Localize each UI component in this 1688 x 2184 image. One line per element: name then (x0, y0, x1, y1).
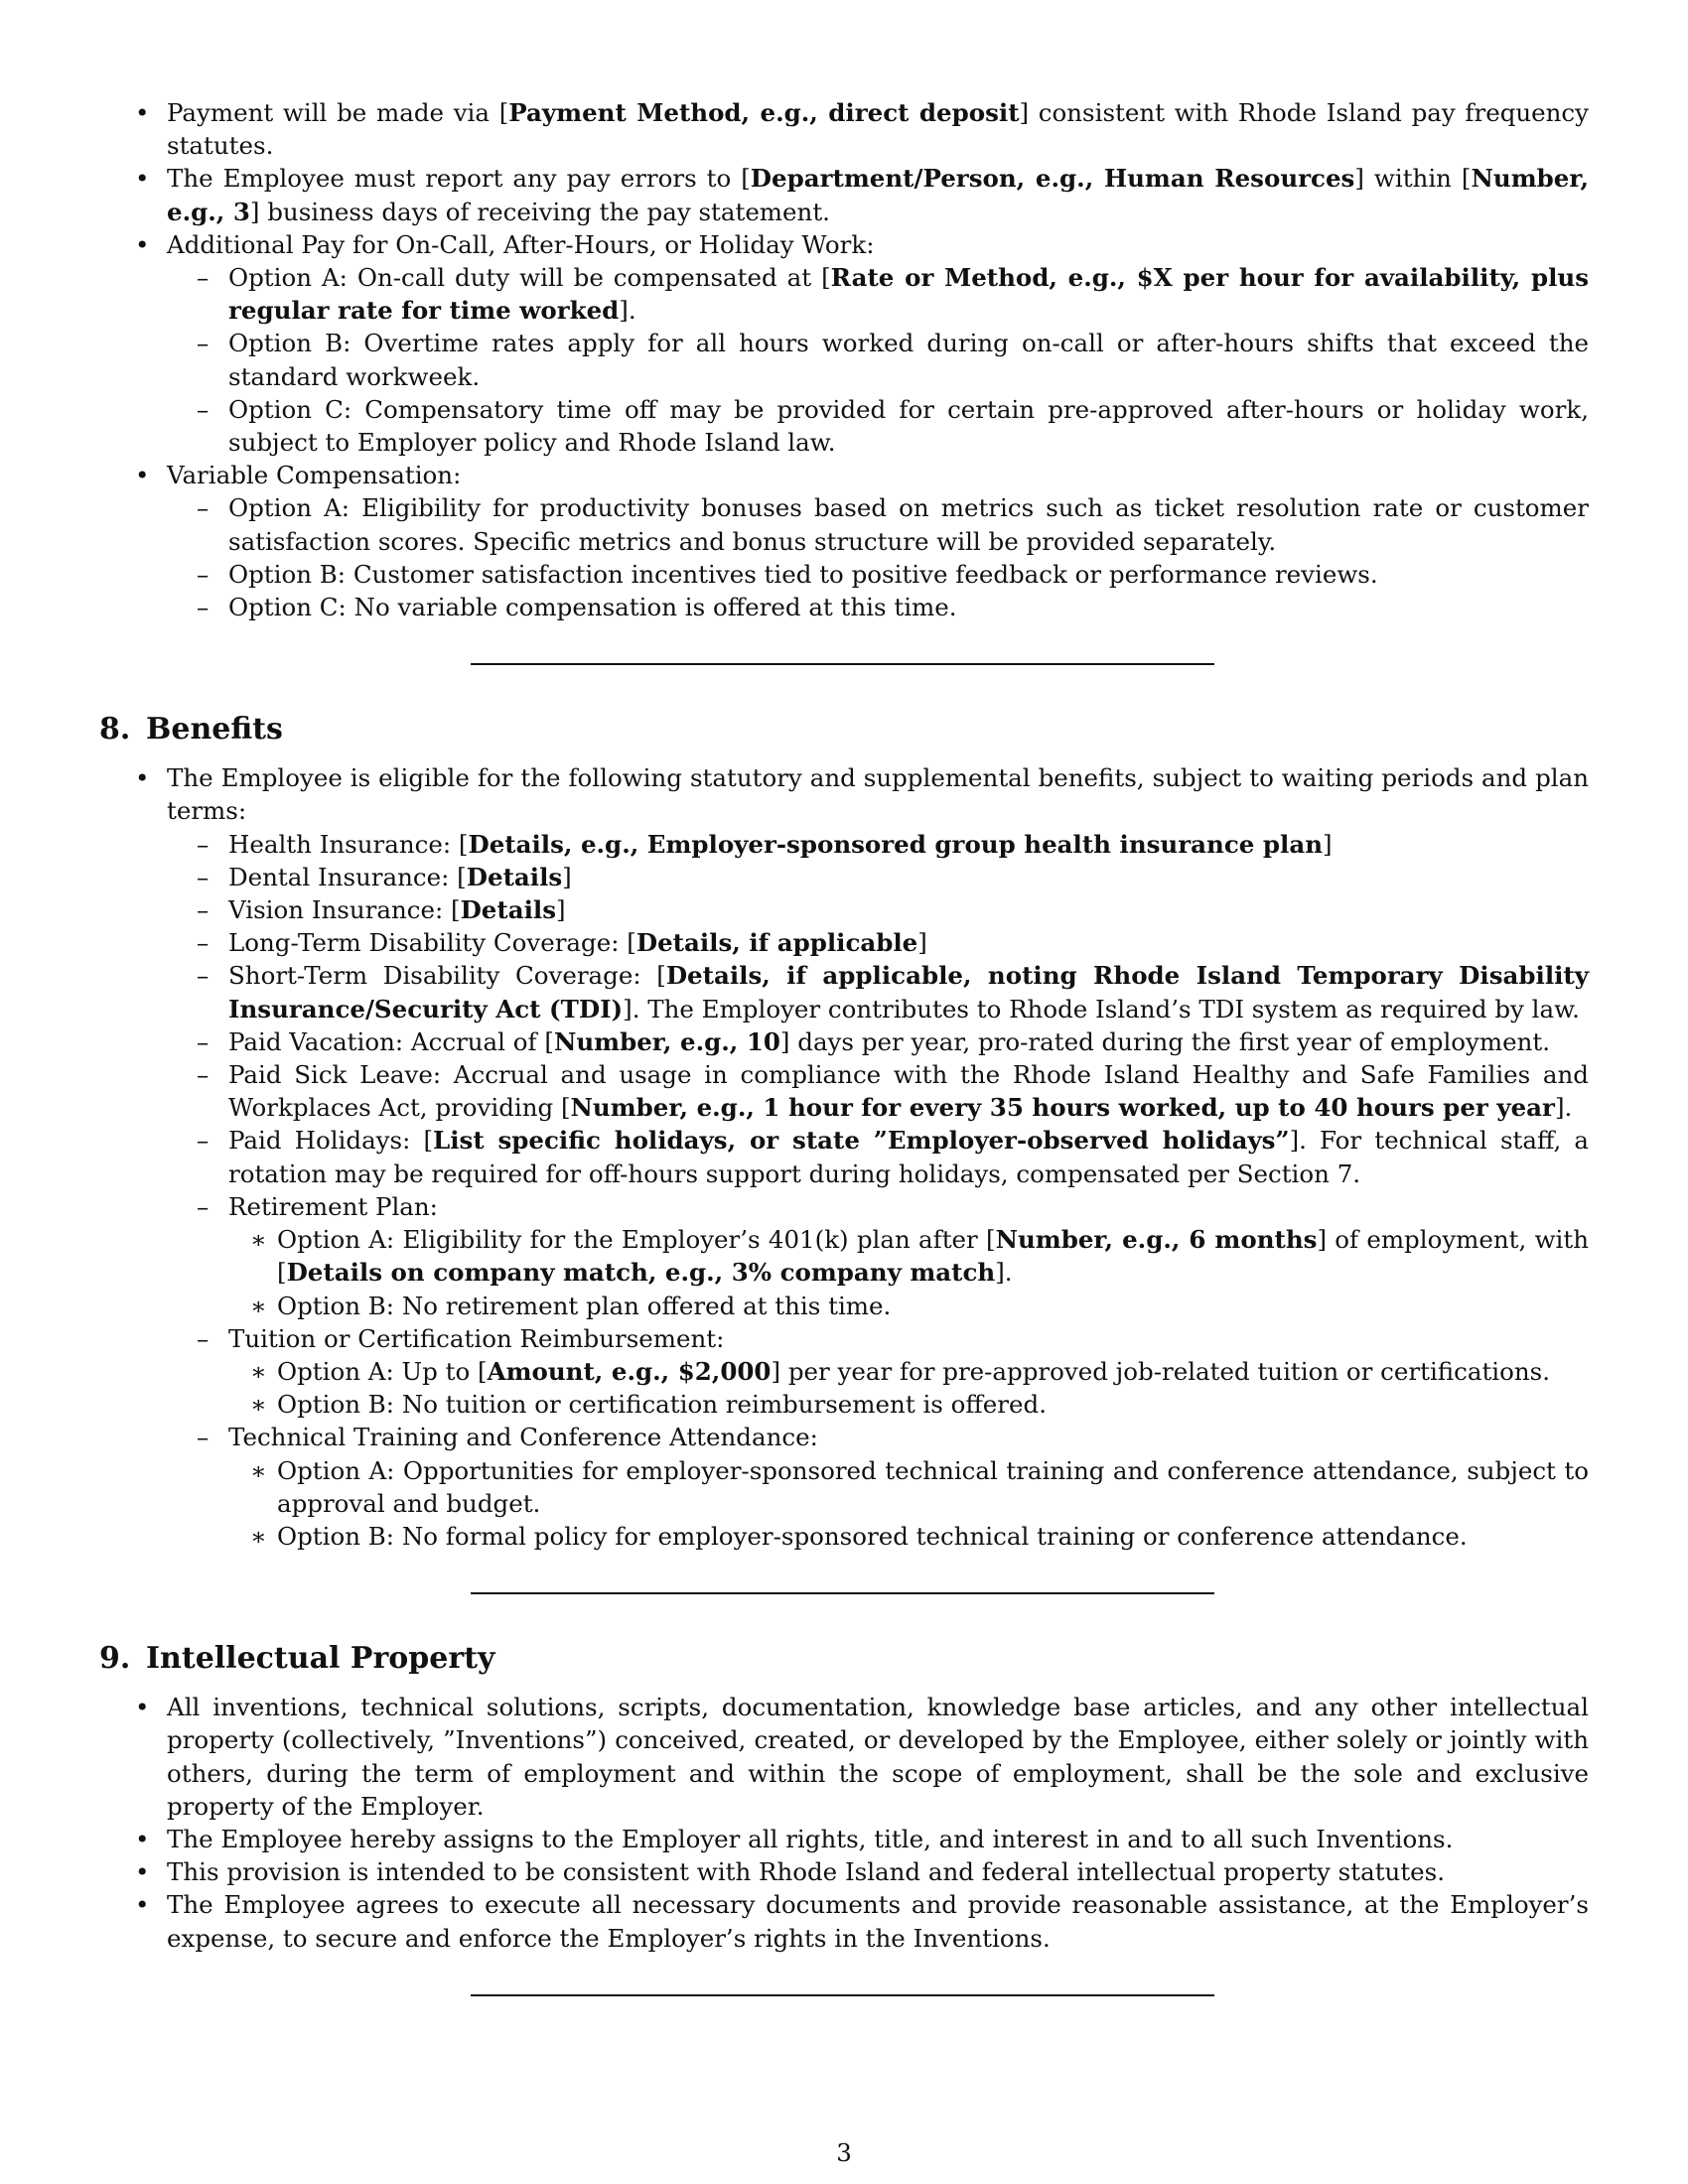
compensation-list (99, 96, 1589, 623)
dash-icon: – (197, 1026, 210, 1056)
list-item: • The Employee agrees to execute all necessary documents and provide reasonable assistance, at the Employer’s expense, to secure and enforce the Employer’s rights in the Inventions. (135, 1890, 1589, 1953)
tuition-options (248, 1355, 1589, 1421)
retirement-options (248, 1223, 1589, 1322)
dash-icon: – (197, 1191, 210, 1221)
list-item: • Variable Compensation: – Option A: Eligibility for productivity bonuses based on metrics such as ticket resolution rate or customer satisfaction scores. Specific metrics and bonus structure will be provided separately. – Option B: Customer satisfaction incentives tied to positive feedback or performance reviews. – Option C: No variable compensation is offered at this time. (99, 459, 1589, 623)
list-item: ∗ Option A: Up to [Amount, e.g., $2,000] per year for pre-approved job-related tuition or certifications. (248, 1355, 1589, 1388)
asterisk-icon: ∗ (250, 1356, 267, 1386)
list-item: ∗ Option B: No formal policy for employer-sponsored technical training or conference attendance. (248, 1520, 1589, 1553)
list-item: – Tuition or Certification Reimbursement: ∗ Option A: Up to [Amount, e.g., $2,000] per year for pre-approved job-related tuition or certifications. ∗ Option B: No tuition or certification reimbursement is offered. (197, 1322, 1589, 1422)
bullet-icon: • (135, 229, 150, 259)
dash-icon: – (197, 493, 210, 523)
training-options (248, 1454, 1589, 1554)
page-number: 3 (836, 2138, 852, 2167)
list-item: – Paid Holidays: [List specific holidays, or state ”Employer-observed holidays”]. For technical staff, a rotation may be required for off-hours support during holidays, compensated per Section 7. (197, 1126, 1589, 1188)
dash-icon: – (197, 1126, 210, 1156)
list-item: – Retirement Plan: ∗ Option A: Eligibility for the Employer’s 401(k) plan after [Number, e.g., 6 months] of employment, with [Details on company match, e.g., 3% company match]. ∗ Option B: No retirement plan offered at this time. (197, 1190, 1589, 1322)
list-item: – Vision Insurance: [Details] (197, 893, 1589, 926)
dash-icon: – (197, 895, 210, 925)
list-item: – Option B: Customer satisfaction incentives tied to positive feedback or performance reviews. (197, 558, 1589, 591)
list-item: • Payment will be made via [Payment Method, e.g., direct deposit] consistent with Rhode Island pay frequency statutes. (135, 98, 1589, 161)
list-item: • The Employee is eligible for the following statutory and supplemental benefits, subject to waiting periods and plan terms: – Health Insurance: [Details, e.g., Employer-sponsored group health insurance plan] – Dental Insurance: [Details] – Vision Insurance: [Details] – Long-Term Disability Coverage: [Details, if applicable] – Short-Term Disability Coverage: [Details, if applicable, noting Rhode Island Temporary Disability Insurance/Security Act (TDI)]. The Employer contributes to Rhode Island’s TDI system as required by law. – Paid Vacation: Accrual of [Number, e.g., 10] days per year, pro-rated during the first year of employment. – Paid Sick Leave: Accrual and usage in compliance with the Rhode Island Healthy and Safe Families and Workplaces Act, providing [Number, e.g., 1 hour for every 35 hours worked, up to 40 hours per year]. – Paid Holidays: [List specific holidays, or state ”Employer-observed holidays”]. For technical staff, a rotation may be required for off-hours support during holidays, compensated per Section 7. – Retirement Plan: ∗ Option A: Eligibility for the Employer’s 401(k) plan after [Number, e.g., 6 months] of employment, with [Details on company match, e.g., 3% company match]. ∗ Option B: No retirement plan offered at this time. – Tuition or Certification Reimbursement: ∗ Option A: Up to [Amount, e.g., $2,000] per year for pre-approved job-related tuition or certifications. ∗ Option B: No tuition or certification reimbursement is offered. – Technical Training and Conference Attendance: ∗ Option A: Opportunities for employer-sponsored technical training and conference attendance, subject to approval and budget. ∗ Option B: No formal policy for employer-sponsored technical training or conference attendance. (99, 761, 1589, 1553)
dash-icon: – (197, 1423, 210, 1452)
dash-icon: – (197, 1060, 210, 1090)
asterisk-icon: ∗ (250, 1225, 267, 1255)
list-item: • The Employee hereby assigns to the Employer all rights, title, and interest in and to all such Inventions. (99, 1823, 1589, 1855)
list-item: – Option C: Compensatory time off may be provided for certain pre-approved after-hours or holiday work, subject to Employer policy and Rhode Island law. (197, 394, 1589, 458)
list-item: • The Employee must report any pay errors to [Department/Person, e.g., Human Resources] within [Number, e.g., 3] business days of receiving the pay statement. (135, 164, 1589, 226)
list-item: • All inventions, technical solutions, scripts, documentation, knowledge base articles, and any other intellectual property (collectively, ”Inventions”) conceived, created, or developed by the Employee, either solely or jointly with others, during the term of employment and within the scope of employment, shall be the sole and exclusive property of the Employer. (135, 1693, 1589, 1821)
list-item: – Paid Sick Leave: Accrual and usage in compliance with the Rhode Island Healthy and Safe Families and Workplaces Act, providing [Number, e.g., 1 hour for every 35 hours worked, up to 40 hours per year]. (197, 1060, 1589, 1123)
section-divider (471, 663, 1214, 665)
list-item: – Option A: On-call duty will be compensated at [Rate or Method, e.g., $X per hour for availability, plus regular rate for time worked]. (197, 263, 1589, 326)
list-item: – Technical Training and Conference Attendance: ∗ Option A: Opportunities for employer-sponsored technical training and conference attendance, subject to approval and budget. ∗ Option B: No formal policy for employer-sponsored technical training or conference attendance. (197, 1421, 1589, 1553)
dash-icon: – (197, 394, 210, 424)
section-heading-intellectual-property: 9. Intellectual Property (99, 1641, 495, 1677)
list-item: – Long-Term Disability Coverage: [Details, if applicable] (197, 926, 1589, 959)
bullet-icon: • (135, 1857, 150, 1887)
benefits-sublist (197, 828, 1589, 1553)
benefits-list (99, 761, 1589, 1553)
dash-icon: – (197, 829, 210, 859)
section-divider (471, 1592, 1214, 1594)
asterisk-icon: ∗ (250, 1521, 267, 1551)
dash-icon: – (197, 559, 210, 589)
asterisk-icon: ∗ (250, 1291, 267, 1320)
list-item: ∗ Option B: No retirement plan offered at this time. (248, 1290, 1589, 1322)
dash-icon: – (197, 1323, 210, 1353)
dash-icon: – (197, 263, 210, 293)
dash-icon: – (197, 862, 210, 891)
list-item: – Health Insurance: [Details, e.g., Employer-sponsored group health insurance plan] (197, 828, 1589, 861)
bullet-icon: • (135, 1824, 150, 1853)
dash-icon: – (197, 928, 210, 958)
bullet-icon: • (135, 1693, 150, 1722)
bullet-icon: • (135, 763, 150, 793)
section-divider (471, 1994, 1214, 1996)
list-item: ∗ Option A: Eligibility for the Employer’s 401(k) plan after [Number, e.g., 6 months] of employment, with [Details on company match, e.g., 3% company match]. (250, 1225, 1590, 1288)
list-item: – Dental Insurance: [Details] (197, 861, 1589, 893)
variable-comp-options (197, 491, 1589, 623)
bullet-icon: • (135, 98, 150, 127)
list-item: ∗ Option A: Opportunities for employer-sponsored technical training and conference attendance, subject to approval and budget. (250, 1455, 1589, 1518)
list-item: – Paid Vacation: Accrual of [Number, e.g., 10] days per year, pro-rated during the first year of employment. (197, 1025, 1589, 1058)
bullet-icon: • (135, 164, 150, 194)
dash-icon: – (197, 961, 210, 991)
dash-icon: – (197, 593, 210, 622)
bullet-icon: • (135, 461, 150, 490)
list-item: – Option C: No variable compensation is offered at this time. (197, 591, 1589, 623)
bullet-icon: • (135, 1890, 150, 1920)
dash-icon: – (197, 329, 210, 358)
list-item: • This provision is intended to be consistent with Rhode Island and federal intellectual property statutes. (99, 1855, 1589, 1888)
list-item: • Additional Pay for On-Call, After-Hours, or Holiday Work: – Option A: On-call duty will be compensated at [Rate or Method, e.g., $X per hour for availability, plus regular rate for time worked]. – Option B: Overtime rates apply for all hours worked during on-call or after-hours shifts that exceed the standard workweek. – Option C: Compensatory time off may be provided for certain pre-approved after-hours or holiday work, subject to Employer policy and Rhode Island law. (99, 228, 1589, 459)
asterisk-icon: ∗ (250, 1455, 267, 1485)
section-heading-benefits: 8. Benefits (99, 712, 283, 748)
additional-pay-options (197, 261, 1589, 459)
list-item: – Option A: Eligibility for productivity bonuses based on metrics such as ticket resolution rate or customer satisfaction scores. Specific metrics and bonus structure will be provided separately. (197, 493, 1589, 556)
ip-list (99, 1691, 1589, 1955)
list-item: – Option B: Overtime rates apply for all hours worked during on-call or after-hours shifts that exceed the standard workweek. (197, 329, 1589, 391)
asterisk-icon: ∗ (250, 1390, 267, 1420)
list-item: ∗ Option B: No tuition or certification reimbursement is offered. (248, 1388, 1589, 1421)
list-item: – Short-Term Disability Coverage: [Details, if applicable, noting Rhode Island Temporary Disability Insurance/Security Act (TDI)]. The Employer contributes to Rhode Island’s TDI system as required by law. (197, 961, 1589, 1024)
